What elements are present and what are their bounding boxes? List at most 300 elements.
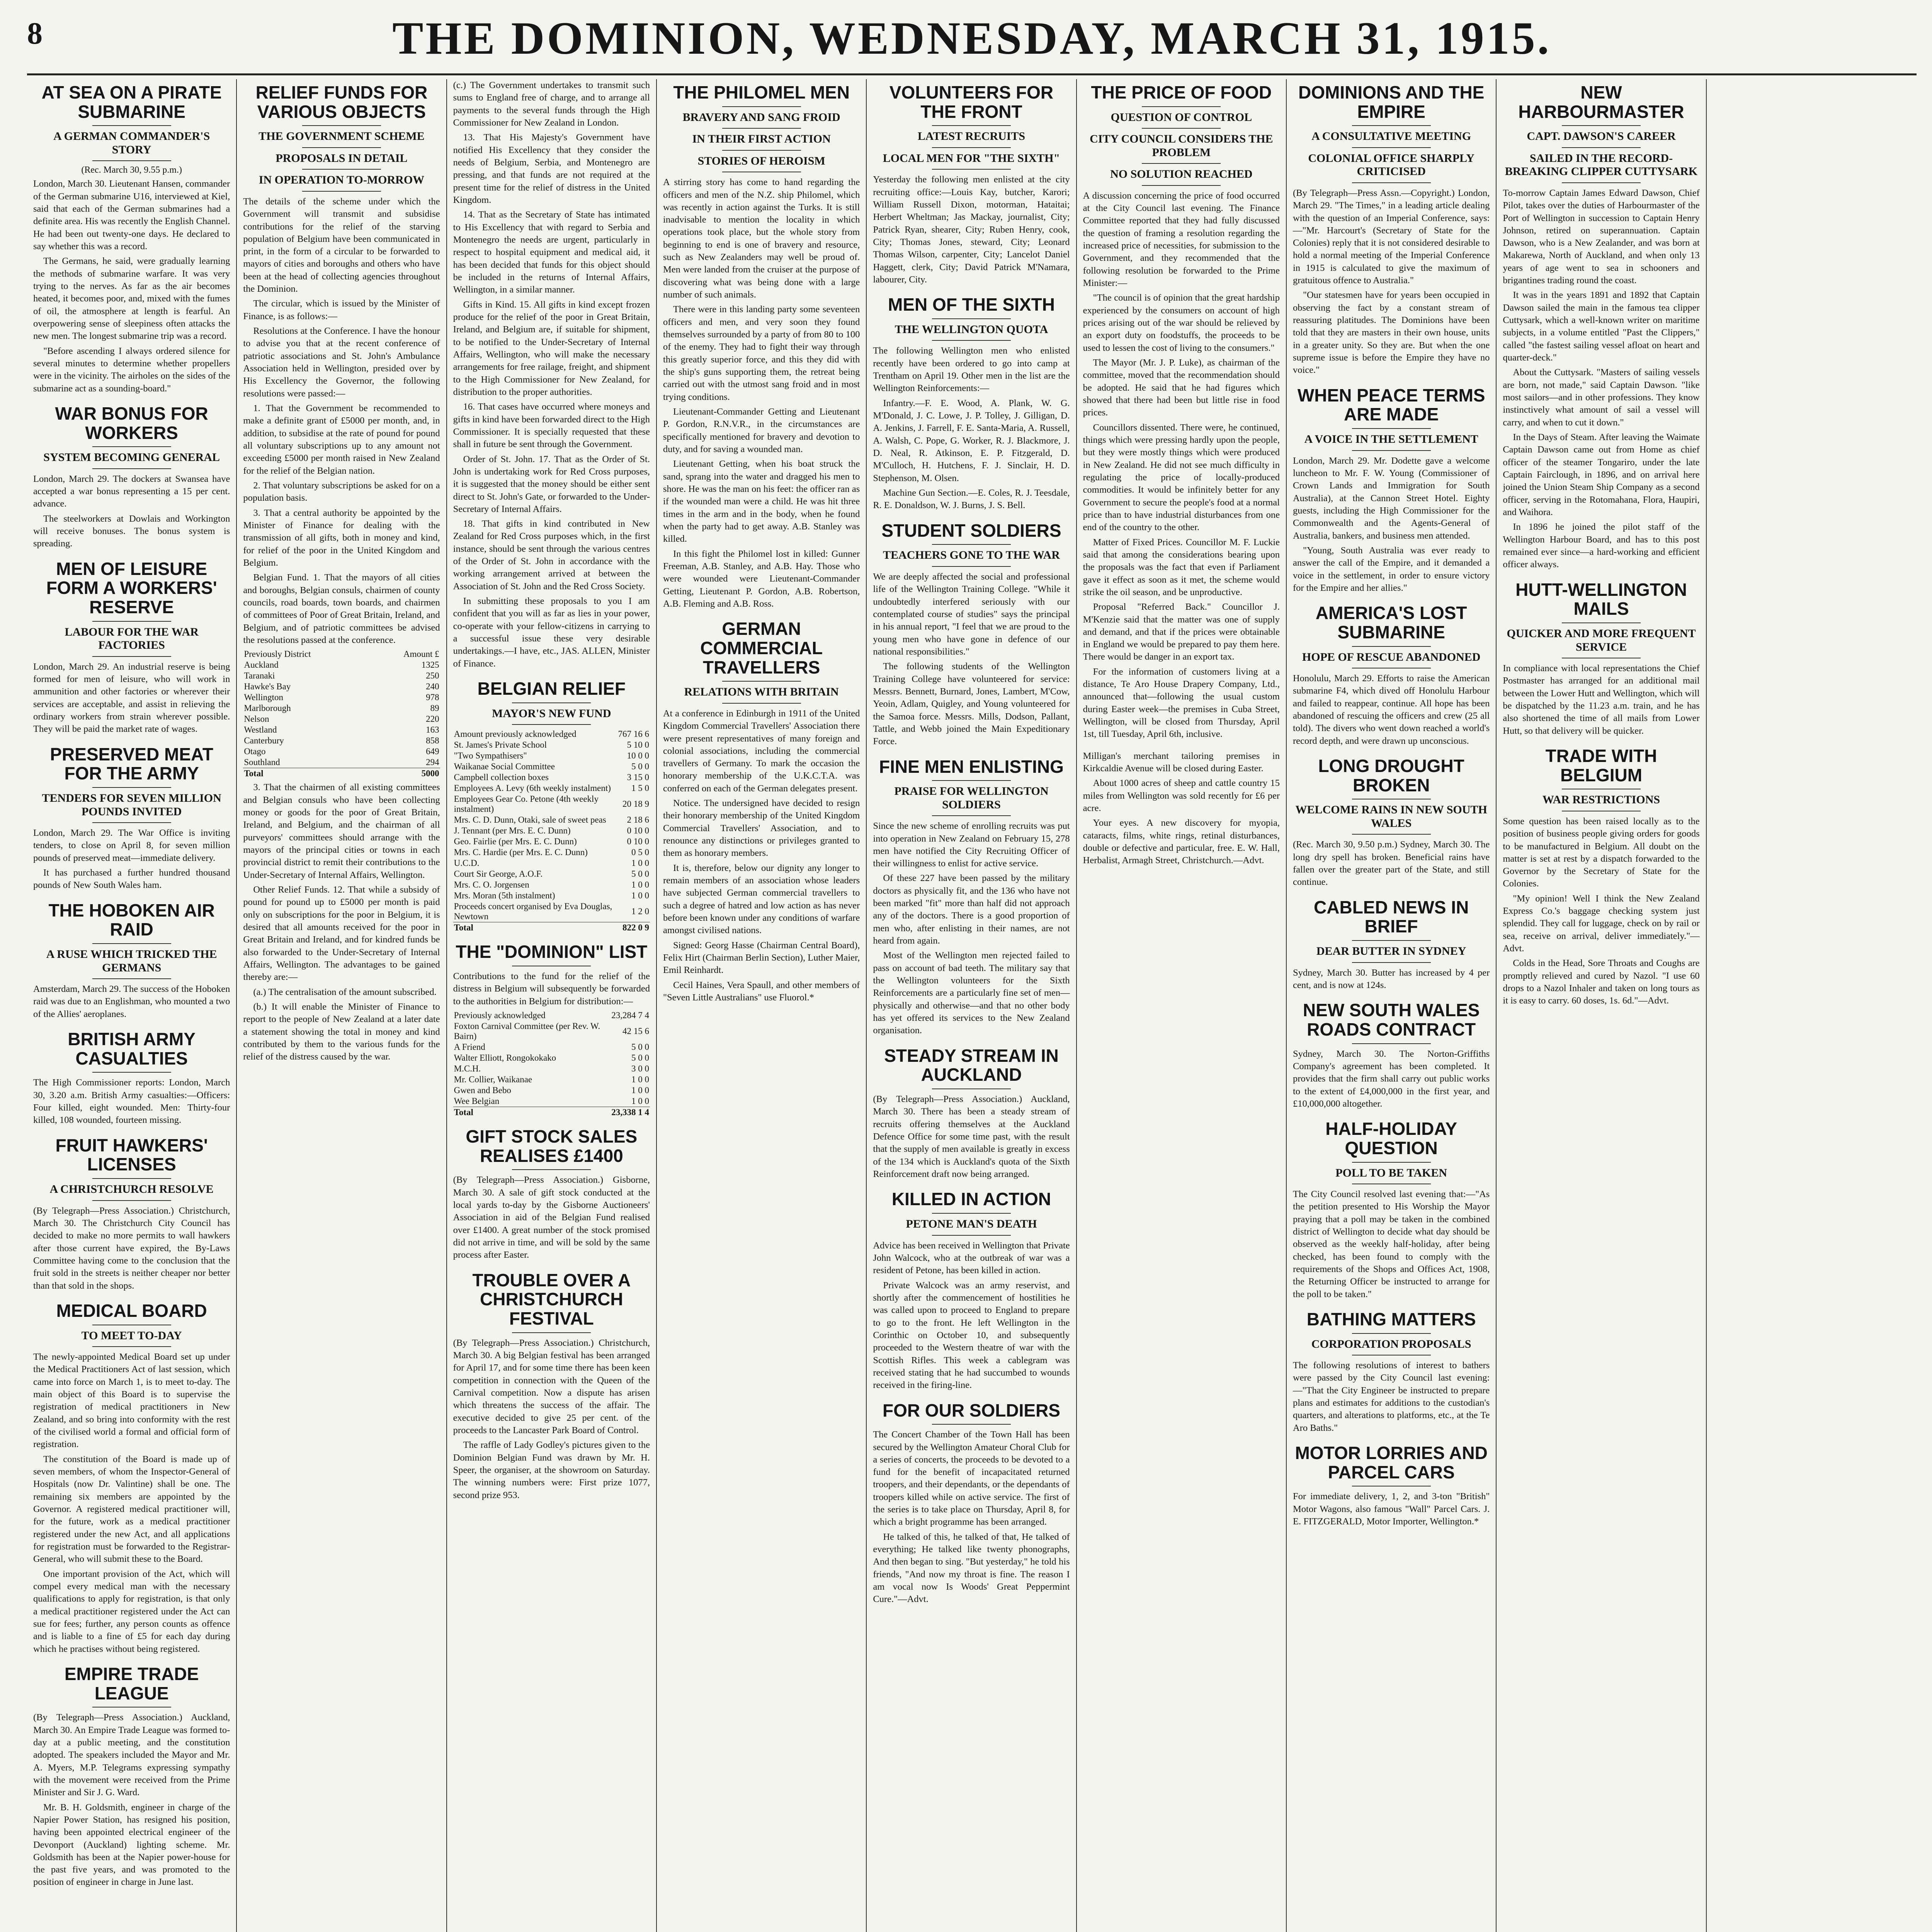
table-row — [243, 660, 440, 670]
table-row — [453, 879, 650, 890]
article-headline: DOMINIONS AND THE EMPIRE — [1298, 82, 1485, 122]
article-subheadline: CITY COUNCIL CONSIDERS THE PROBLEM — [1090, 133, 1273, 159]
column-4 — [657, 79, 867, 1932]
article-headline: TROUBLE OVER A CHRISTCHURCH FESTIVAL — [472, 1270, 631, 1328]
headline-rule — [1352, 646, 1431, 647]
column-8 — [1497, 79, 1706, 1932]
article — [873, 83, 1070, 286]
table-row — [453, 825, 650, 836]
column-3 — [447, 79, 657, 1932]
article-paragraph: Machine Gun Section.—E. Coles, R. J. Teesdale, R. E. Donaldson, W. J. Burns, J. S. Bell. — [873, 488, 1070, 511]
table-row — [453, 890, 650, 901]
column-9 — [1707, 79, 1917, 1932]
article-paragraph: Milligan's merchant tailoring premises in Kirkcaldie Avenue will be closed during Easter. — [1083, 750, 1280, 774]
article-body — [453, 970, 650, 1118]
article-paragraph: (By Telegraph—Press Association.) Auckland, March 30. There has been a steady stream of recruits offering themselves at the Auckland Defence Office for some time past, with the result that the supply of men available is greatly in excess of the 134 which is Auckland's quota of the Sixth Reinforcement draft now being arranged. — [873, 1094, 1070, 1180]
headline-rule — [1352, 428, 1431, 429]
article-subheadline: A GERMAN COMMANDER'S STORY — [53, 130, 210, 156]
article-paragraph: (By Telegraph—Press Assn.—Copyright.) London, March 29. "The Times," in a leading article dealing with the question of an Imperial Conference, says:—"Mr. Harcourt's (Secretary of State for the Colonies) reply that it is not considered desirable to hold a normal meeting of the Imperial Conference in 1915 is calculated to give the maximum of gratuitous offence to Australia." — [1293, 187, 1490, 286]
article-paragraph: The newly-appointed Medical Board set up under the Medical Practitioners Act of last session, which came into force on March 1, is to meet to-day. The main object of this Board is to supervise the registration of medical practitioners in New Zealand, and so bring into conformity with the rest of the civilised world a formal and official form of registration. — [33, 1352, 230, 1450]
article — [33, 1665, 230, 1889]
article-body — [873, 1429, 1070, 1606]
article-body — [873, 173, 1070, 286]
headline-rule — [932, 125, 1011, 126]
article-subheadline: CORPORATION PROPOSALS — [1311, 1337, 1471, 1350]
article-body — [453, 1337, 650, 1502]
article-headline: THE PHILOMEL MEN — [673, 82, 850, 102]
article-body — [1293, 672, 1490, 747]
table-cell-amount: 1 0 0 — [631, 880, 649, 890]
headline-rule — [932, 147, 1011, 148]
table-cell-label: Wellington — [244, 692, 283, 702]
article-paragraph: 18. That gifts in kind contributed in New Zealand for Red Cross purposes which, in the first instance, should be sent through the various centres of the Order of St. John in accordance with the working arrangement arrived at between the Association of St. John and the Red Cross Society. — [453, 519, 650, 592]
article-paragraph: Infantry.—F. E. Wood, A. Plank, W. G. M'Donald, J. C. Lowe, J. P. Tolley, J. Gilligan, D. A. Jenkins, J. Farrell, F. E. Santa-Maria, A. Russell, A. Walsh, C. Pope, G. Worker, R. J. Blackmore, J. D. Neal, R. Atkinson, E. P. Fitzgerald, D. M'Culloch, H. Hutchens, F. J. Sinclair, H. D. Stephenson, M. Olsen. — [873, 398, 1070, 483]
table-cell-label: Gwen and Bebo — [454, 1085, 511, 1095]
article — [663, 619, 860, 1004]
article-headline: BELGIAN RELIEF — [477, 679, 626, 699]
article-subheadline: WELCOME RAINS IN NEW SOUTH WALES — [1295, 803, 1487, 830]
article — [1503, 580, 1699, 737]
headline-rule — [1352, 450, 1431, 451]
headline-rule — [92, 656, 171, 657]
column-7 — [1287, 79, 1497, 1932]
article-paragraph: A stirring story has come to hand regarding the officers and men of the N.Z. ship Philomel, which was recently in action against the Turks. It is still inadvisable to mention the locality in which operations took place, but the whole story from beginning to end is one of bravery and resource, such as New Zealanders may well be proud of. Men were landed from the cruiser at the purpose of discovering what was being done with a large number of such animals. — [663, 177, 860, 300]
table-cell-amount: 1 2 0 — [631, 906, 649, 917]
table-total-label: Total — [453, 922, 617, 934]
article-paragraph: In the Days of Steam. After leaving the Waimate Captain Dawson came out from Home as chief officer of the steamer Tongariro, under the late Captain Fairclough, in 1896, and on arrival here joined the Union Steam Ship Company as a second officer, serving in the Rotomahana, Flora, Haupiri, and Waihora. — [1503, 432, 1700, 518]
table-cell-amount: 1 0 0 — [631, 891, 649, 901]
article-subheadline: TENDERS FOR SEVEN MILLION POUNDS INVITED — [42, 792, 221, 818]
article-subheadline: TO MEET TO-DAY — [81, 1329, 182, 1342]
headline-rule — [932, 1235, 1011, 1236]
headline-rule — [932, 815, 1011, 816]
article-subheadline: IN OPERATION TO-MORROW — [259, 173, 425, 187]
table-cell-label: Mrs. C. D. Dunn, Otaki, sale of sweet peas — [454, 815, 606, 825]
article — [243, 83, 440, 1063]
article — [1293, 604, 1490, 747]
table-row — [453, 1063, 650, 1074]
table-cell-label: Previously District — [244, 649, 311, 659]
table-cell-amount: 5 0 0 — [631, 1042, 649, 1052]
table-row — [243, 692, 440, 703]
article-paragraph: Signed: Georg Hasse (Chairman Central Board), Felix Hirt (Chairman Berlin Section), Luther Maier, Emil Reinhardt. — [663, 940, 860, 976]
article-paragraph: In submitting these proposals to you I am confident that you will as far as lies in your power, co-operate with your fellow-citizens in carrying to a successful issue these very desirable undertakings.—I have, etc., JAS. ALLEN, Minister of Finance. — [453, 596, 650, 669]
table-cell-amount: 10 0 0 — [627, 751, 649, 761]
article-paragraph: (c.) The Government undertakes to transmit such sums to England free of charge, and to arrange all payments to the several funds through the High Commissioner for New Zealand in London. — [453, 80, 650, 128]
article-paragraph: About the Cuttysark. "Masters of sailing vessels are born, not made," said Captain Dawson. "like most sailors—and in other professions. They know instinctively what amount of sail a vessel will carry, and when to cut it down." — [1503, 367, 1700, 428]
article-paragraph: "My opinion! Well I think the New Zealand Express Co.'s baggage checking system just splendid. They call for luggage, check on by rail or sea, receive on arrival, deliver immediately."—Advt. — [1503, 893, 1700, 954]
table-row — [243, 724, 440, 735]
article-body — [663, 176, 860, 610]
table-row — [243, 746, 440, 757]
headline-rule — [1352, 147, 1431, 148]
article-paragraph: The Germans, he said, were gradually learning the methods of submarine warfare. It was very trying to the nerves. As far as the air becomes heated, it becomes poor, and, mixed with the fumes of oil, the atmosphere at length is fearful. An overpowering sense of sleepiness often attacks the new men. The longest submarine trip was a record. — [33, 256, 230, 342]
article-paragraph: Since the new scheme of enrolling recruits was put into operation in New Zealand on February 15, 278 men have notified the City Recruiting Officer of their willingness to enlist for active service. — [873, 821, 1070, 869]
article-dateline: (Rec. March 30, 9.55 p.m.) — [81, 165, 182, 175]
table-cell-amount: 5 0 0 — [631, 1053, 649, 1063]
headline-rule — [92, 1072, 171, 1073]
headline-rule — [1352, 182, 1431, 183]
article-body — [1293, 967, 1490, 992]
headline-rule — [1142, 185, 1221, 186]
table-cell-label: Walter Elliott, Rongokokako — [454, 1053, 556, 1063]
article-body — [663, 707, 860, 1004]
article-paragraph: "The council is of opinion that the great hardship experienced by the consumers on account of high prices arising out of the war should be relieved by an export duty on foodstuffs, the proceeds to be used to lessen the cost of living to the consumers." — [1083, 293, 1280, 353]
article — [873, 295, 1070, 512]
table-row — [243, 681, 440, 692]
article — [1083, 83, 1280, 741]
article-headline: NEW HARBOURMASTER — [1518, 82, 1684, 122]
article — [1503, 747, 1699, 1007]
table-row — [453, 729, 650, 740]
article-paragraph: London, March 29. The War Office is inviting tenders, to close on April 8, for seven million pounds of preserved meat—immediate delivery. — [33, 828, 230, 863]
article-body — [1503, 815, 1699, 1007]
table-cell-amount: 649 — [426, 747, 439, 757]
table-total-label: Total — [243, 768, 371, 779]
article — [453, 1127, 650, 1262]
article-headline: GIFT STOCK SALES REALISES £1400 — [466, 1126, 638, 1166]
article — [33, 745, 230, 892]
article — [1293, 1444, 1490, 1528]
table-cell-amount: 1 0 0 — [631, 1074, 649, 1084]
table-cell-amount: 0 5 0 — [631, 847, 649, 857]
table-cell-amount: 5 10 0 — [627, 740, 649, 750]
table-row — [243, 649, 440, 660]
article-headline: VOLUNTEERS FOR THE FRONT — [889, 82, 1054, 122]
article-paragraph: Belgian Fund. 1. That the mayors of all cities and boroughs, Belgian consuls, chairmen of county councils, road boards, town boards, and chairmen of committees of Poor of Great Britain, Ireland, and Belgium, and of patriotic committees be advised the resolutions passed at the conference. — [243, 572, 440, 645]
table-cell-label: Auckland — [244, 660, 279, 670]
table-cell-amount: 858 — [426, 736, 439, 746]
table-row — [453, 772, 650, 783]
article-body — [33, 1351, 230, 1655]
table-cell-label: Campbell collection boxes — [454, 772, 549, 782]
article-body — [873, 1093, 1070, 1180]
article-paragraph: (By Telegraph—Press Association.) Gisborne, March 30. A sale of gift stock conducted at the local yards to-day by the Gisborne Auctioneers' Association in aid of the Belgian Fund realised over £1400. A great number of the stock promised did not arrive in time, and will be sold by the same process after Easter. — [453, 1175, 650, 1260]
article-subheadline: A CONSULTATIVE MEETING — [1311, 130, 1471, 143]
article-subheadline: PRAISE FOR WELLINGTON SOLDIERS — [894, 785, 1049, 811]
table-cell-amount: 1 0 0 — [631, 1085, 649, 1095]
article-paragraph: The steelworkers at Dowlais and Workington will receive bonuses. The bonus system is spreading. — [33, 513, 230, 549]
article-subheadline: DEAR BUTTER IN SYDNEY — [1316, 945, 1466, 958]
table-cell-label: St. James's Private School — [454, 740, 547, 750]
headline-rule — [722, 128, 801, 129]
table-row — [453, 815, 650, 825]
article-paragraph: For the information of customers living at a distance, Te Aro House Drapery Company, Ltd., announced that—following the usual custom during Easter week—the premises in Cuba Street, Wellington, will be closed from Thursday, April 1st, till Tuesday, April 6th, inclusive. — [1083, 666, 1280, 740]
table-cell-amount: 42 15 6 — [622, 1026, 649, 1036]
article-body — [33, 983, 230, 1020]
headline-rule — [932, 169, 1011, 170]
article-paragraph: Proposal "Referred Back." Councillor J. M'Kenzie said that the matter was one of supply and demand, and that if the prices were obtainable in England we would be prepared to pay them here. There would be danger in an export tax. — [1083, 602, 1280, 662]
article-body — [1293, 838, 1490, 888]
table-cell-label: Taranaki — [244, 671, 275, 681]
headline-rule — [92, 1707, 171, 1708]
article-headline: WHEN PEACE TERMS ARE MADE — [1297, 385, 1485, 425]
headline-rule — [92, 822, 171, 823]
article-paragraph: Lieutenant-Commander Getting and Lieutenant P. Gordon, R.N.V.R., in the circumstances are specifically mentioned for bravery and devotion to duty, and for saving a wounded man. — [663, 406, 860, 455]
headline-rule — [92, 943, 171, 944]
article-paragraph: London, March 29. Mr. Dodette gave a welcome luncheon to Mr. F. W. Young (Commissioner of Crown Lands and Immigration for South Australia), at the Cannon Street Hotel. Eighty guests, including the High Commissioner for the Commonwealth and the Agents-General of Australia, bankers, and business men attended. — [1293, 455, 1490, 541]
table-cell-label: Mrs. Moran (5th instalment) — [454, 891, 555, 901]
headline-rule — [932, 318, 1011, 319]
article-body — [1083, 190, 1280, 741]
headline-rule — [1352, 834, 1431, 835]
article-paragraph: "Before ascending I always ordered silence for several minutes to determine whether propellers were in the vicinity. The airholes on the sides of the submarine act as a sounding-board." — [33, 345, 230, 394]
article — [1293, 1310, 1490, 1434]
table-cell-amount: 0 10 0 — [627, 837, 649, 847]
article — [873, 1046, 1070, 1181]
headline-rule — [1352, 1162, 1431, 1163]
table-cell-amount: 3 0 0 — [631, 1063, 649, 1073]
article-paragraph: Advice has been received in Wellington that Private John Walcock, who at the outbreak of war was a resident of Petone, has been killed in action. — [873, 1240, 1070, 1276]
article-headline: MEN OF THE SIXTH — [888, 294, 1055, 315]
article-paragraph: The following students of the Wellington Training College have volunteered for service: Messrs. Bennett, Burnard, Jones, Lambert, M'Cow, Yeoin, Adlam, Quigley, and Young volunteered for the Samoa force. Messrs. Mills, Dodson, Pallant, Tattle, and Webb joined the Main Expeditionary Force. — [873, 661, 1070, 747]
article-paragraph: Councillors dissented. There were, he continued, things which were pressing hardly upon the people, but they were mostly things which were produced in New Zealand. He did not see much difficulty in regulating the price of locally-produced commodities. It would be infinitely better for any Government to secure the people's food at a normal price than to have industrial disturbances from one end of the country to the other. — [1083, 422, 1280, 533]
article-subheadline: MAYOR'S NEW FUND — [492, 707, 611, 720]
table-cell-amount: 240 — [426, 682, 439, 692]
article-subheadline: IN THEIR FIRST ACTION — [692, 133, 831, 146]
article — [453, 942, 650, 1118]
headline-rule — [1142, 163, 1221, 164]
article-body — [1293, 187, 1490, 377]
article-headline: RELIEF FUNDS FOR VARIOUS OBJECTS — [255, 82, 428, 122]
article-subheadline: A RUSE WHICH TRICKED THE GERMANS — [46, 948, 217, 974]
table-row — [453, 869, 650, 879]
article-paragraph: Some question has been raised locally as to the position of business people giving orders for goods to be manufactured in Belgium. All doubt on the matter is set at rest by a dispatch forwarded to the Governor by the Secretary of State for the Colonies. — [1503, 816, 1700, 889]
table-cell-label: J. Tennant (per Mrs. E. C. Dunn) — [454, 826, 571, 836]
article-paragraph: The raffle of Lady Godley's pictures given to the Dominion Belgian Fund was drawn by Mr. H. Speer, the organiser, at the showroom on Saturday. The winning numbers were: First prize 1077, second prize 953. — [453, 1440, 650, 1500]
table-cell-amount: 23,284 7 4 — [611, 1010, 649, 1020]
article-headline: MOTOR LORRIES AND PARCEL CARS — [1295, 1443, 1488, 1482]
newspaper-columns — [27, 79, 1917, 1932]
table-cell-label: Proceeds concert organised by Eva Douglas, Newtown — [454, 901, 612, 922]
article-subheadline: NO SOLUTION REACHED — [1110, 168, 1253, 181]
article-paragraph: Private Walcock was an army reservist, and shortly after the commencement of hostilities he was called upon to proceed to England to prepare to go to the front. He left Wellington in the Corinthic on October 10, and subsequently proceeded to the Western theatre of war with the Scottish Rifles. This week a cablegram was received stating that he had succumbed to wounds received in the firing-line. — [873, 1280, 1070, 1391]
article-paragraph: Of these 227 have been passed by the military doctors as physically fit, and the 136 who have not been marked "fit" more than half did not approach any of the doctors. There is a good proportion of men who, after enlisting in their names, are not heard from again. — [873, 873, 1070, 946]
headline-rule — [512, 702, 591, 703]
masthead — [27, 8, 1917, 75]
article-paragraph: (b.) It will enable the Minister of Finance to report to the people of New Zealand at a later date a statement showing the total in money and kind contributed by them to the various funds for the relief of the distress caused by the war. — [243, 1001, 440, 1062]
article-paragraph: He talked of this, he talked of that, He talked of everything; He talked like twenty phonographs, And then began to sing. "But yesterday," he told his friends, "And now my throat is fine. The reason I am vocal now Is Woods' Great Peppermint Cure."—Advt. — [873, 1531, 1070, 1605]
article — [873, 1401, 1070, 1606]
article-paragraph: Colds in the Head, Sore Throats and Coughs are promptly relieved and cured by Nazol. "I use 60 drops to a Nazol Inhaler and taken on long tours as it is easy to carry. 60 doses, 1s. 6d."—Advt. — [1503, 958, 1700, 1006]
headline-rule — [932, 1088, 1011, 1089]
headline-rule — [722, 106, 801, 107]
table-cell-amount: 20 18 9 — [622, 799, 649, 809]
article-headline: EMPIRE TRADE LEAGUE — [64, 1663, 199, 1703]
article — [33, 1301, 230, 1655]
article-paragraph: About 1000 acres of sheep and cattle country 15 miles from Wellington was sold recently for £6 per acre. — [1083, 778, 1280, 814]
article-headline: THE PRICE OF FOOD — [1091, 82, 1272, 102]
table-cell-label: Waikanae Social Committee — [454, 762, 555, 772]
article-headline: GERMAN COMMERCIAL TRAVELLERS — [700, 619, 823, 677]
article-subheadline: QUICKER AND MORE FREQUENT SERVICE — [1507, 627, 1696, 653]
table-cell-amount: 1 0 0 — [631, 1096, 649, 1106]
table-cell-amount: 3 15 0 — [627, 772, 649, 782]
article-paragraph: Order of St. John. 17. That as the Order of St. John is undertaking work for Red Cross purposes, it is suggested that the money should be either sent direct to St. John's Gate, or forwarded to the Under-Secretary of Internal Affairs. — [453, 454, 650, 514]
table-row — [243, 670, 440, 681]
article-headline: FINE MEN ENLISTING — [879, 756, 1064, 777]
article-headline: MEDICAL BOARD — [56, 1300, 207, 1321]
article-headline: THE "DOMINION" LIST — [456, 942, 648, 962]
article-headline: LONG DROUGHT BROKEN — [1318, 756, 1464, 795]
article-headline: PRESERVED MEAT FOR THE ARMY — [50, 744, 213, 784]
table-row — [453, 1042, 650, 1053]
table-row — [453, 783, 650, 794]
table-cell-label: Mrs. C. O. Jorgensen — [454, 880, 529, 890]
article-body — [33, 1205, 230, 1292]
column-6 — [1077, 79, 1287, 1932]
article-body — [33, 178, 230, 395]
article-paragraph: 14. That as the Secretary of State has intimated to His Excellency that with regard to Serbia and Montenegro the needs are urgent, particularly in respect to hospital equipment and medical aid, it has been decided that funds for this object should be included in the returns of Internal Affairs, Wellington, in a similar manner. — [453, 209, 650, 295]
table-total-row — [243, 768, 440, 779]
article-body — [1293, 1048, 1490, 1111]
article-headline: TRADE WITH BELGIUM — [1545, 746, 1657, 785]
article-subheadline: WAR RESTRICTIONS — [1542, 793, 1660, 806]
article-headline: MEN OF LEISURE FORM A WORKERS' RESERVE — [46, 558, 217, 617]
article-body — [873, 345, 1070, 512]
article-subheadline: A CHRISTCHURCH RESOLVE — [49, 1183, 214, 1196]
article-headline: NEW SOUTH WALES ROADS CONTRACT — [1303, 1000, 1480, 1039]
article-paragraph: (Rec. March 30, 9.50 p.m.) Sydney, March 30. The long dry spell has broken. Beneficial rains have fallen over the greater part of the State, and still continue. — [1293, 839, 1490, 888]
article-subheadline: CAPT. DAWSON'S CAREER — [1527, 130, 1676, 143]
table-cell-amount: 1325 — [421, 660, 439, 670]
article-subheadline: RELATIONS WITH BRITAIN — [684, 685, 839, 699]
table-cell-label: Canterbury — [244, 736, 284, 746]
article-headline: STEADY STREAM IN AUCKLAND — [884, 1045, 1059, 1085]
table-row — [453, 858, 650, 869]
article — [1293, 1119, 1490, 1301]
table-total-row — [453, 1107, 650, 1118]
article — [33, 560, 230, 736]
table-cell-amount: 220 — [426, 714, 439, 724]
column-5 — [867, 79, 1077, 1932]
article — [33, 83, 230, 395]
article — [33, 404, 230, 550]
table-cell-amount: 5 0 0 — [631, 762, 649, 772]
article — [33, 1136, 230, 1292]
article — [873, 1190, 1070, 1391]
table-row — [453, 794, 650, 815]
article-paragraph: Sydney, March 30. The Norton-Griffiths Company's agreement has been completed. It provides that the firm shall carry out public works to the extent of £4,000,000 in the first year, and £10,000,000 altogether. — [1293, 1048, 1490, 1109]
table-cell-label: Employees Gear Co. Petone (4th weekly instalment) — [454, 794, 599, 814]
subscription-table — [243, 649, 440, 779]
table-cell-label: Geo. Fairlie (per Mrs. E. C. Dunn) — [454, 837, 577, 847]
article-paragraph: One important provision of the Act, which will compel every medical man with the necessary qualifications to apply for registration, is that only a medical practitioner registered under the Act can sue for fees; further, any person counts as offence and is liable to a fine of £5 for each day during which he practises without being registered. — [33, 1568, 230, 1654]
article-headline: WAR BONUS FOR WORKERS — [55, 403, 208, 443]
article-headline: BATHING MATTERS — [1306, 1309, 1476, 1329]
table-cell-label: A Friend — [454, 1042, 485, 1052]
article-subheadline: SAILED IN THE RECORD-BREAKING CLIPPER CUTTYSARK — [1505, 151, 1698, 178]
article-body — [33, 661, 230, 736]
headline-rule — [1352, 962, 1431, 963]
article-paragraph: Lieutenant Getting, when his boat struck the sand, sprang into the water and dragged his men to shore. He was the man on his feet: the officer ran as if the wounded man were a child. He was hit three times in the arm and in the body, when he found when the party had to get away. A.B. Stanley was killed. — [663, 459, 860, 544]
headline-rule — [92, 621, 171, 622]
headline-rule — [1352, 1043, 1431, 1044]
table-cell-label: Otago — [244, 747, 266, 757]
article — [873, 757, 1070, 1037]
article-paragraph: To-morrow Captain James Edward Dawson, Chief Pilot, takes over the duties of Harbourmaster of the Port of Wellington in succession to Captain Henry Johnson, retired on superannuation. Captain Dawson, who is a New Zealander, and was born at Makarewa, North of Auckland, and when only 13 years of age went to sea in schooners and brigantines trading round the coast. — [1503, 187, 1700, 286]
article-body — [873, 571, 1070, 748]
article-body — [33, 473, 230, 550]
article-subheadline: LABOUR FOR THE WAR FACTORIES — [65, 625, 199, 652]
article-paragraph: Contributions to the fund for the relief of the distress in Belgium will subsequently be forwarded to the authorities in Belgium for distribution:— — [453, 971, 650, 1007]
article-paragraph: It has purchased a further hundred thousand pounds of New South Wales ham. — [33, 867, 230, 891]
article-headline: FRUIT HAWKERS' LICENSES — [55, 1135, 208, 1175]
table-cell-label: Amount previously acknowledged — [454, 729, 577, 739]
article — [1503, 83, 1699, 571]
table-cell-label: Westland — [244, 725, 277, 735]
article-headline: FOR OUR SOLDIERS — [882, 1400, 1060, 1420]
article — [1293, 898, 1490, 992]
headline-rule — [92, 160, 171, 161]
table-cell-label: Marlborough — [244, 703, 291, 713]
article — [33, 1030, 230, 1127]
headline-rule — [1352, 1333, 1431, 1334]
article-body — [33, 827, 230, 892]
table-cell-label: Mr. Collier, Waikanae — [454, 1074, 532, 1084]
headline-rule — [1352, 940, 1431, 941]
headline-rule — [512, 724, 591, 725]
article-paragraph: 13. That His Majesty's Government have notified His Excellency that they consider the needs of Belgium, Serbia, and Montenegro are pressing, and that funds are not required at the present time for the relief of distress in the United Kingdom. — [453, 132, 650, 205]
article — [453, 79, 650, 670]
headline-rule — [932, 1213, 1011, 1214]
page-number: 8 — [27, 17, 43, 51]
article-paragraph: The circular, which is issued by the Minister of Finance, is as follows:— — [243, 298, 440, 321]
article-headline: KILLED IN ACTION — [891, 1189, 1051, 1209]
article-paragraph: The constitution of the Board is made up of seven members, of whom the Inspector-General of Hospitals (now Dr. Valintine) shall be one. The remaining six members are appointed by the Governor. A registered medical practitioner will, for the future, work as a medical practitioner registered under the new Act, and all applications for registration must be forwarded to the Registrar-General, who will submit these to the Board. — [33, 1454, 230, 1565]
table-row — [243, 703, 440, 714]
article-subheadline: POLL TO BE TAKEN — [1335, 1166, 1447, 1179]
article-paragraph: Gifts in Kind. 15. All gifts in kind except frozen produce for the relief of the poor in Great Britain, Ireland, and Belgium are, if suitable for shipment, to be notified to the Under-Secretary of Internal Affairs, Wellington, who will make the necessary arrangements for free railage, freight, and shipment to the High Commissioner for New Zealand, for distribution to the proper authorities. — [453, 299, 650, 397]
article-paragraph: The Mayor (Mr. J. P. Luke), as chairman of the committee, moved that the recommendation should be adopted. He said that he had figures which showed that there had been but little rise in food prices. — [1083, 357, 1280, 418]
article-paragraph: Honolulu, March 29. Efforts to raise the American submarine F4, which dived off Honolulu Harbour and failed to reappear, continue. All hope has been abandoned of rescuing the officers and crew (25 all told). The divers who went down reached a world's record depth, and were drawn up unconscious. — [1293, 673, 1490, 746]
article — [1293, 1001, 1490, 1110]
table-row — [453, 1021, 650, 1042]
article — [453, 1271, 650, 1502]
table-cell-amount: 1 0 0 — [631, 858, 649, 868]
article-paragraph: The High Commissioner reports: London, March 30, 3.20 a.m. British Army casualties:—Officers: Four killed, eight wounded. Men: Thirty-four killed, 108 wounded, fourteen missing. — [33, 1077, 230, 1126]
article-subheadline: PROPOSALS IN DETAIL — [276, 151, 408, 165]
article-paragraph: 2. That voluntary subscriptions be asked for on a population basis. — [243, 480, 440, 503]
article-paragraph: 1. That the Government be recommended to make a definite grant of £5000 per month, and, in addition, to subsidise at the rate of pound for pound all voluntary subscriptions up to any amount not exceeding £5000 per month raised in New Zealand for the relief of the Belgian nation. — [243, 403, 440, 476]
article-paragraph: Amsterdam, March 29. The success of the Hoboken raid was due to an Englishman, who mounted a two of the Allies' aeroplanes. — [33, 984, 230, 1019]
article-headline: BRITISH ARMY CASUALTIES — [68, 1029, 196, 1068]
article-paragraph: It is, therefore, below our dignity any longer to remain members of an association whose leaders have subjected German commercial travellers to such a degree of hatred and low action as has never before been known under any conditions of warfare amongst civilised nations. — [663, 862, 860, 936]
headline-rule — [92, 446, 171, 447]
table-cell-amount: 0 10 0 — [627, 826, 649, 836]
table-cell-label: Employees A. Levy (6th weekly instalment) — [454, 783, 611, 793]
table-total-value: 5000 — [371, 768, 440, 779]
table-cell-amount: 294 — [426, 757, 439, 767]
article-paragraph: The City Council resolved last evening that:—"As the petition presented to His Worship the Mayor praying that a poll may be taken in the combined district of Wellington to decide what day should be observed as the weekly half-holiday, after being checked, has been found to comply with the requirements of the Shops and Offices Act, 1908, the Returning Officer be instructed to arrange for the poll to be taken." — [1293, 1189, 1490, 1299]
table-row — [453, 1096, 650, 1107]
table-cell-label: Nelson — [244, 714, 269, 724]
table-cell-amount: 250 — [426, 671, 439, 681]
article-paragraph: (By Telegraph—Press Association.) Christchurch, March 30. The Christchurch City Council has decided to make no more permits to wall hawkers after those current have expired, the By-Laws Committee having come to the conclusion that the fruit sold in the streets is neither cheaper nor better than that sold in the shops. — [33, 1205, 230, 1291]
article-paragraph: We are deeply affected the social and professional life of the Wellington Training College. "While it undoubtedly interfered seriously with our contemplated course of studies" says the principal in his annual report, "I feel that we are proud to the young men who have gone in defence of our national responsibilities." — [873, 571, 1070, 657]
article-paragraph: The details of the scheme under which the Government will transmit and subsidise contributions for the relief of the starving population of Belgium have been communicated in print, in the form of a circular to be forwarded to mayors of cities and boroughs and others who have been at the head of collecting agencies throughout the Dominion. — [243, 196, 440, 294]
article — [1293, 83, 1490, 377]
table-cell-amount: 978 — [426, 692, 439, 702]
article-subheadline: THE WELLINGTON QUOTA — [895, 323, 1048, 336]
article-paragraph: Sydney, March 30. Butter has increased by 4 per cent, and is now at 124s. — [1293, 967, 1490, 990]
headline-rule — [932, 780, 1011, 781]
article-paragraph: "Young, South Australia was ever ready to answer the call of the Empire, and it demanded a voice in the settlement, in order to ensure victory for the Empire and her allies." — [1293, 545, 1490, 593]
article-paragraph: A discussion concerning the price of food occurred at the City Council last evening. The Finance Committee reported that they had fully discussed the question of framing a resolution regarding the increased price of necessities, for submission to the Government, and they recommended that the following resolution be forwarded to the Prime Minister:— — [1083, 190, 1280, 288]
article-body — [453, 79, 650, 670]
headline-rule — [932, 1424, 1011, 1425]
table-row — [453, 1074, 650, 1085]
